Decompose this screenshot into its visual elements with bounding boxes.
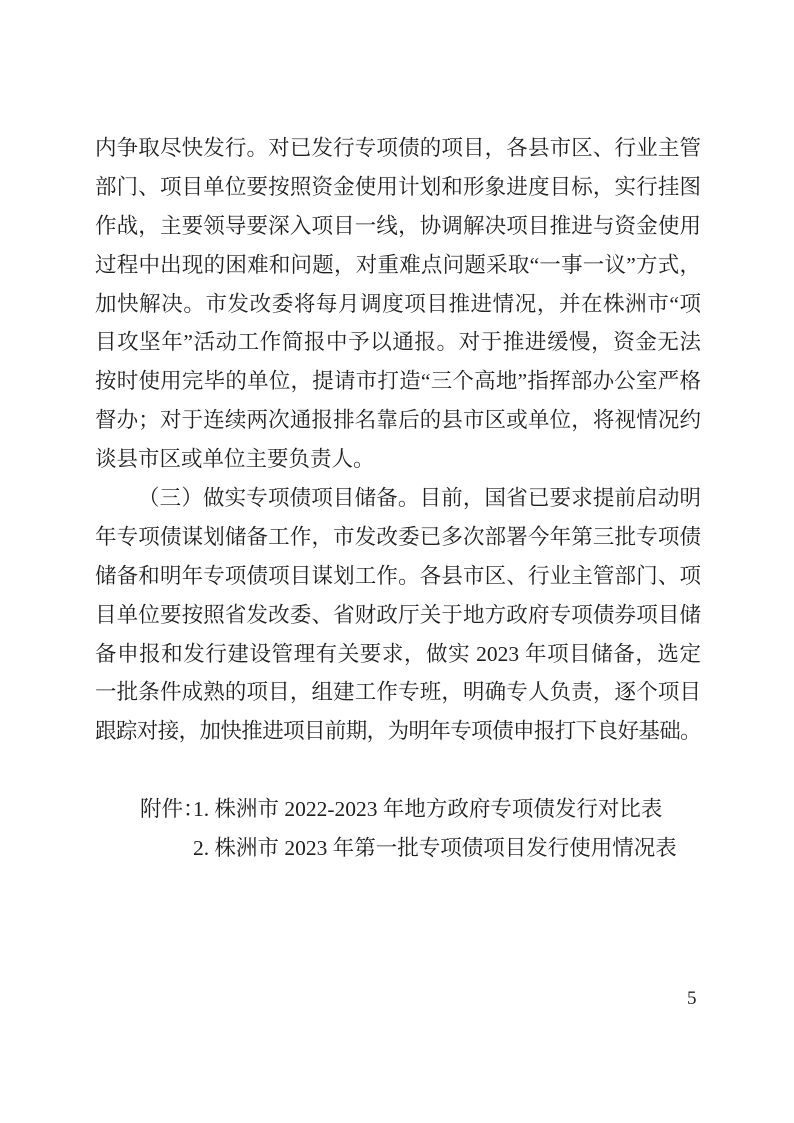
attachment-item: 2. 株洲市 2023 年第一批专项债项目发行使用情况表 xyxy=(193,835,677,860)
body-line: 加快解决。市发改委将每月调度项目推进情况，并在株洲市“项 xyxy=(95,291,701,316)
attachment-items xyxy=(193,790,701,868)
body-line: 跟踪对接，加快推进项目前期，为明年专项债申报打下良好基础。 xyxy=(95,719,701,744)
attachment-label: 附件： xyxy=(140,797,205,821)
body-line: 储备和明年专项债项目谋划工作。各县市区、行业主管部门、项 xyxy=(95,563,701,588)
body-line: 一批条件成熟的项目，组建工作专班，明确专人负责，逐个项目 xyxy=(95,680,701,705)
body-line: 年专项债谋划储备工作，市发改委已多次部署今年第三批专项债 xyxy=(95,524,701,549)
body-line: 督办；对于连续两次通报排名靠后的县市区或单位，将视情况约 xyxy=(95,408,701,433)
body-line: 备申报和发行建设管理有关要求，做实 2023 年项目储备，选定 xyxy=(95,641,701,666)
body-line: 过程中出现的困难和问题，对重难点问题采取“一事一议”方式， xyxy=(95,252,701,277)
page-number: 5 xyxy=(687,988,697,1009)
body-line: （三）做实专项债项目储备。目前，国省已要求提前启动明 xyxy=(138,486,701,511)
body-line: 作战，主要领导要深入项目一线，协调解决项目推进与资金使用 xyxy=(95,213,701,238)
document-body xyxy=(95,129,701,751)
body-line: 内争取尽快发行。对已发行专项债的项目，各县市区、行业主管 xyxy=(95,136,701,160)
body-line: 目攻坚年”活动工作简报中予以通报。对于推进缓慢，资金无法 xyxy=(95,330,701,355)
body-line: 谈县市区或单位主要负责人。 xyxy=(95,447,375,472)
attachment-item: 1. 株洲市 2022-2023 年地方政府专项债发行对比表 xyxy=(193,797,663,821)
body-line: 按时使用完毕的单位，提请市打造“三个高地”指挥部办公室严格 xyxy=(95,369,701,394)
body-line: 部门、项目单位要按照资金使用计划和形象进度目标，实行挂图 xyxy=(95,174,701,199)
section-heading: （三）做实专项债项目储备。 xyxy=(138,486,420,511)
attachment-block xyxy=(95,790,701,868)
body-line: 目单位要按照省发改委、省财政厅关于地方政府专项债券项目储 xyxy=(95,602,701,627)
